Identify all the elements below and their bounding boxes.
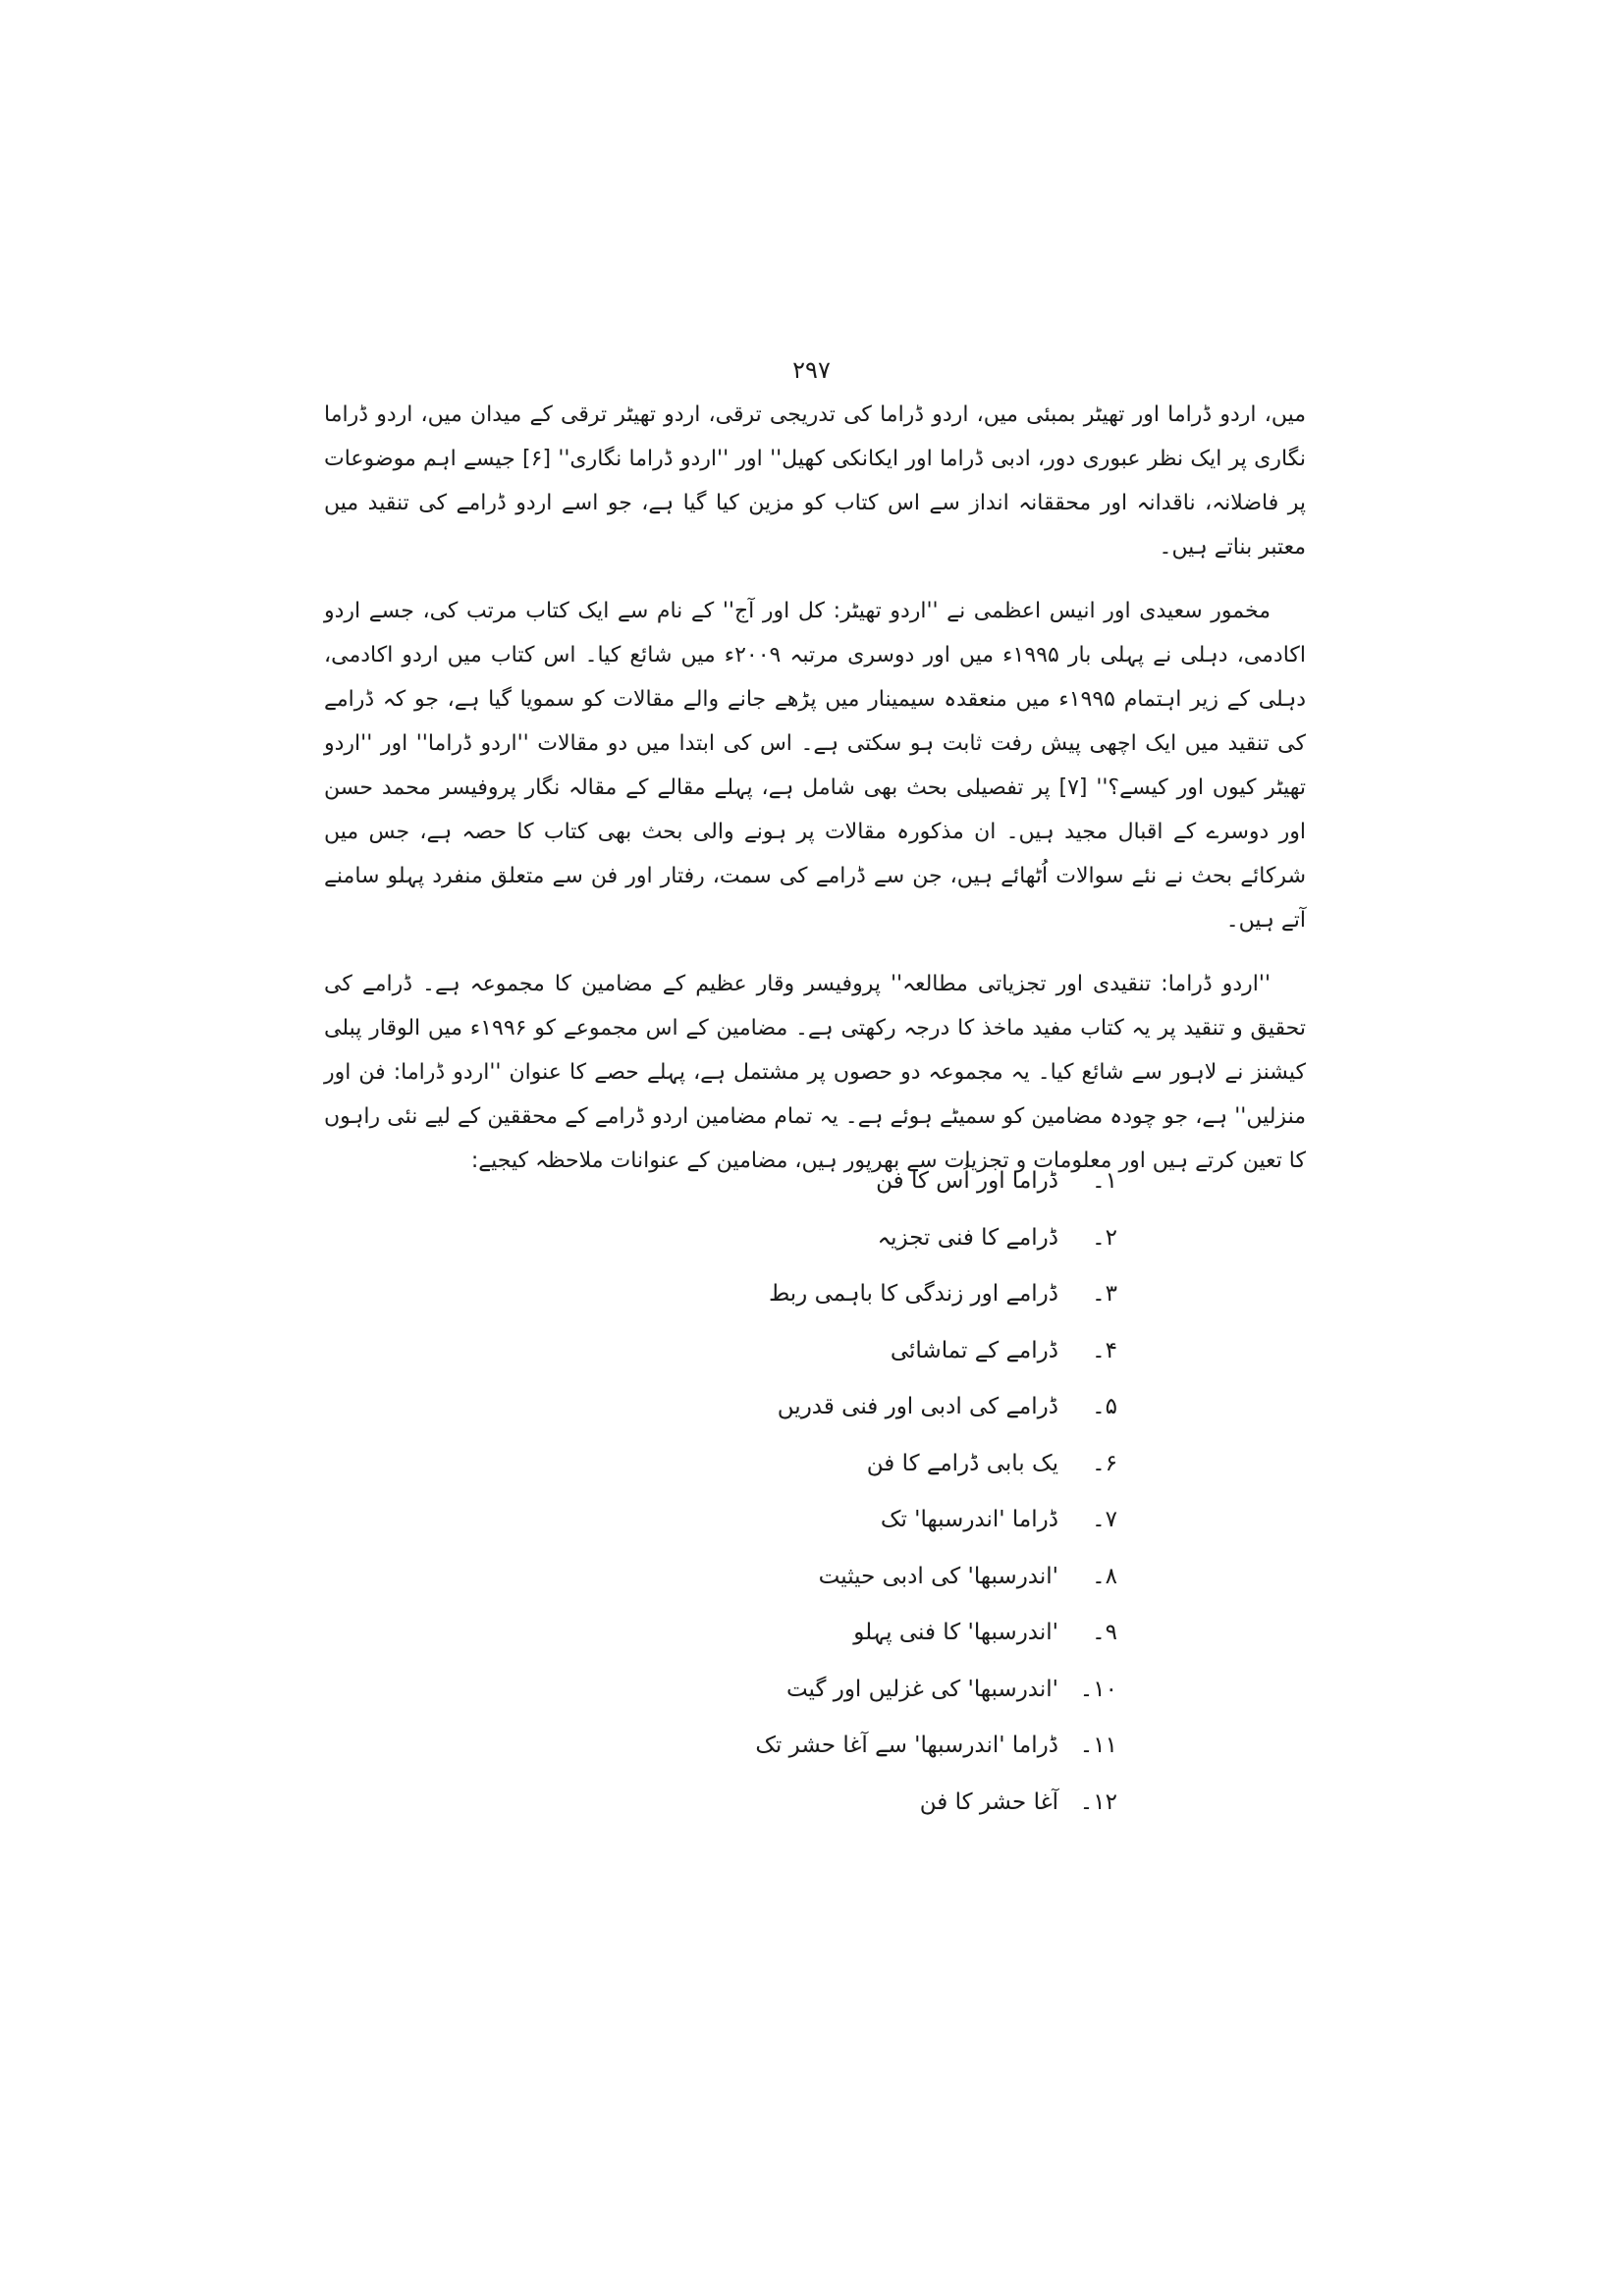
list-item-number: ۱۲۔ — [1079, 1789, 1117, 1815]
list-item-number: ۲۔ — [1092, 1224, 1117, 1251]
list-item-title: ڈرامے اور زندگی کا باہمی ربط — [768, 1281, 1058, 1307]
list-item — [528, 1718, 1117, 1775]
list-item — [528, 1210, 1117, 1267]
body-text — [324, 393, 1306, 1202]
list-item — [528, 1153, 1117, 1210]
list-item-number: ۱۱۔ — [1079, 1733, 1117, 1758]
list-item — [528, 1549, 1117, 1606]
list-item-number: ۹۔ — [1092, 1620, 1117, 1645]
list-item-title: ڈرامے کی ادبی اور فنی قدریں — [777, 1394, 1058, 1419]
list-item — [528, 1662, 1117, 1719]
list-item — [528, 1436, 1117, 1493]
list-item — [528, 1492, 1117, 1549]
list-item-number: ۷۔ — [1092, 1507, 1117, 1532]
list-item-title: ڈراما 'اندرسبھا' سے آغا حشر تک — [755, 1733, 1058, 1758]
list-item — [528, 1605, 1117, 1662]
list-item-number: ۶۔ — [1092, 1450, 1117, 1476]
page-number: ۲۹۷ — [792, 356, 831, 384]
essay-titles-list — [528, 1153, 1117, 1831]
list-item-title: ڈراما اور اُس کا فن — [876, 1168, 1058, 1194]
list-item-number: ۱۰۔ — [1079, 1676, 1117, 1702]
paragraph-1: میں، اردو ڈراما اور تھیٹر بمبئی میں، اردو ڈراما کی تدریجی ترقی، اردو تھیٹر ترقی کے میدان میں، اردو ڈراما نگاری پر ایک نظر عبوری دور، ادبی ڈراما اور ایکانکی کھیل'' اور ''اردو ڈراما نگاری'' [۶] جیسے اہم موضوعات پر فاضلانہ، ناقدانہ اور محققانہ انداز سے اس کتاب کو مزین کیا گیا ہے، جو اسے اردو ڈرامے کی تنقید میں معتبر بناتے ہیں۔ — [324, 402, 1306, 560]
list-item — [528, 1323, 1117, 1380]
list-item-title: ڈرامے کا فنی تجزیہ — [877, 1224, 1058, 1251]
list-item-number: ۵۔ — [1092, 1394, 1117, 1419]
list-item-title: 'اندرسبھا' کی ادبی حیثیت — [818, 1563, 1058, 1589]
list-item-title: یک بابی ڈرامے کا فن — [866, 1450, 1058, 1476]
list-item-title: آغا حشر کا فن — [919, 1789, 1058, 1815]
paragraph-2: مخمور سعیدی اور انیس اعظمی نے ''اردو تھیٹر: کل اور آج'' کے نام سے ایک کتاب مرتب کی، جسے اردو اکادمی، دہلی نے پہلی بار ۱۹۹۵ء میں اور دوسری مرتبہ ۲۰۰۹ء میں شائع کیا۔ اس کتاب میں اردو اکادمی، دہلی کے زیر اہتمام ۱۹۹۵ء میں منعقدہ سیمینار میں پڑھے جانے والے مقالات کو سمویا گیا ہے، جو کہ ڈرامے کی تنقید میں ایک اچھی پیش رفت ثابت ہو سکتی ہے۔ اس کی ابتدا میں دو مقالات ''اردو ڈراما'' اور ''اردو تھیٹر کیوں اور کیسے؟'' [۷] پر تفصیلی بحث بھی شامل ہے، پہلے مقالے کے مقالہ نگار پروفیسر محمد حسن اور دوسرے کے اقبال مجید ہیں۔ ان مذکورہ مقالات پر ہونے والی بحث بھی کتاب کا حصہ ہے، جس میں شرکائے بحث نے نئے سوالات اُٹھائے ہیں، جن سے ڈرامے کی سمت، رفتار اور فن سے متعلق منفرد پہلو سامنے آتے ہیں۔ — [324, 599, 1307, 933]
list-item-title: 'اندرسبھا' کی غزلیں اور گیت — [785, 1676, 1058, 1702]
list-item-number: ۴۔ — [1092, 1337, 1117, 1363]
paragraph-3: ''اردو ڈراما: تنقیدی اور تجزیاتی مطالعہ'' پروفیسر وقار عظیم کے مضامین کا مجموعہ ہے۔ ڈرامے کی تحقیق و تنقید پر یہ کتاب مفید ماخذ کا درجہ رکھتی ہے۔ مضامین کے اس مجموعے کو ۱۹۹۶ء میں الوقار پبلی کیشنز نے لاہور سے شائع کیا۔ یہ مجموعہ دو حصوں پر مشتمل ہے، پہلے حصے کا عنوان ''اردو ڈراما: فن اور منزلیں'' ہے، جو چودہ مضامین کو سمیٹے ہوئے ہے۔ یہ تمام مضامین اردو ڈرامے کے محققین کے لیے نئی راہوں کا تعین کرتے ہیں اور معلومات و تجزیات سے بھرپور ہیں، مضامین کے عنوانات ملاحظہ کیجیے: — [324, 972, 1306, 1173]
list-item-title: 'اندرسبھا' کا فنی پہلو — [853, 1620, 1058, 1645]
list-item-number: ۳۔ — [1092, 1281, 1117, 1307]
list-item-title: ڈرامے کے تماشائی — [890, 1337, 1058, 1363]
list-item — [528, 1379, 1117, 1436]
list-item-title: ڈراما 'اندرسبھا' تک — [880, 1507, 1058, 1532]
list-item — [528, 1266, 1117, 1323]
list-item-number: ۱۔ — [1092, 1168, 1117, 1194]
list-item-number: ۸۔ — [1092, 1563, 1117, 1589]
list-item — [528, 1775, 1117, 1832]
